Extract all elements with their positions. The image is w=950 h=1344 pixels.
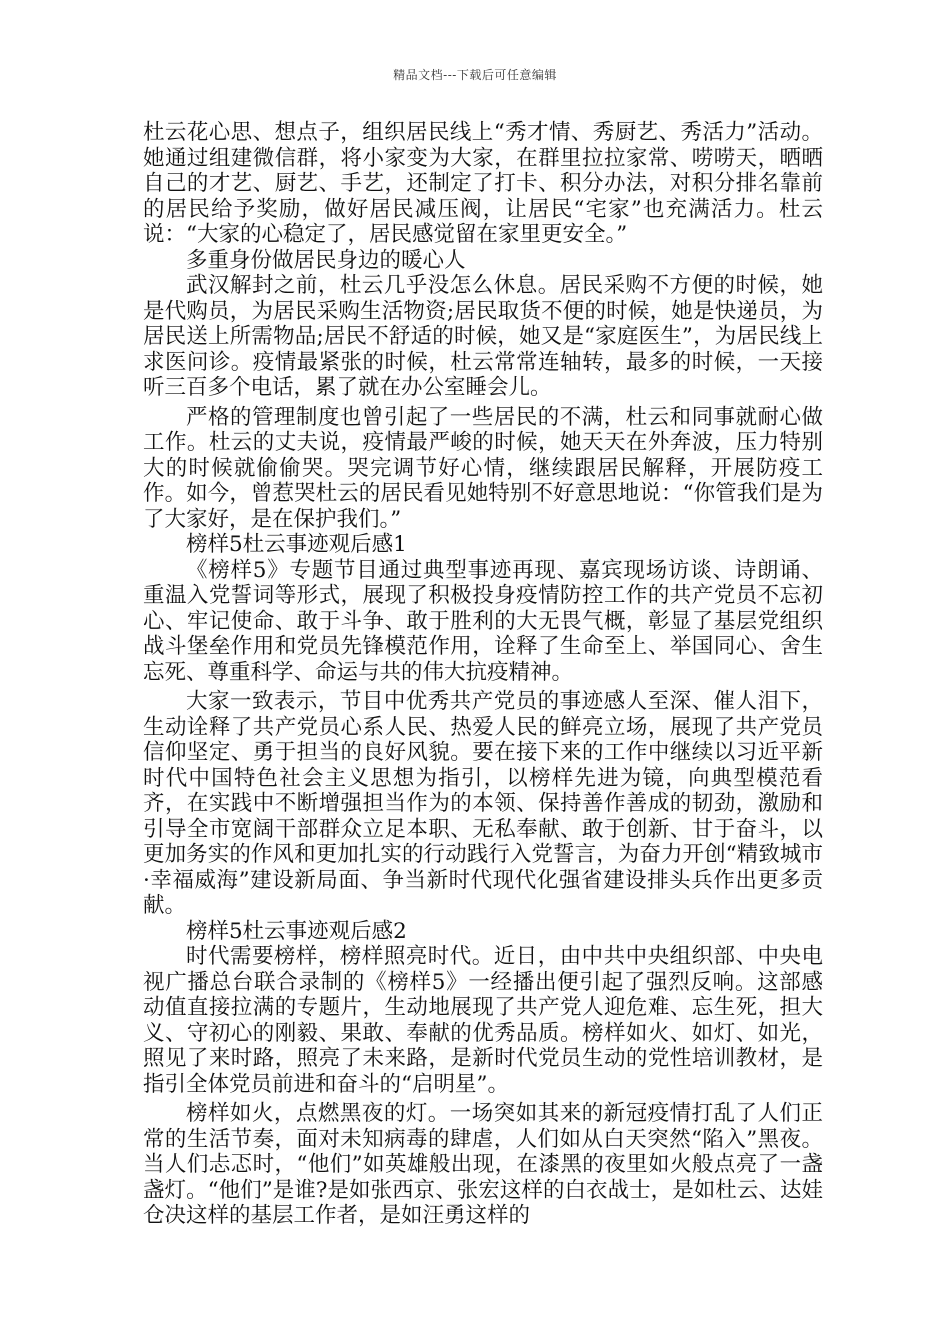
paragraph: 武汉解封之前，杜云几乎没怎么休息。居民采购不方便的时候，她是代购员，为居民采购生活物资;居民取货不便的时候，她是快递员，为居民送上所需物品;居民不舒适的时候，她又是“家庭医生”，为居民线上求医问诊。疫情最紧张的时候，杜云常常连轴转，最多的时候，一天接听三百多个电话，累了就在办公室睡会儿。 bbox=[143, 273, 823, 400]
paragraph: 榜样如火，点燃黑夜的灯。一场突如其来的新冠疫情打乱了人们正常的生活节奏，面对未知病毒的肆虐，人们如从白天突然“陷入”黑夜。当人们忐忑时，“他们”如英雄般出现，在漆黑的夜里如火般点亮了一盏盏灯。“他们”是谁?是如张西京、张宏这样的白衣战士，是如杜云、达娃仓决这样的基层工作者，是如汪勇这样的 bbox=[143, 1101, 823, 1228]
section-heading: 多重身份做居民身边的暖心人 bbox=[186, 247, 466, 273]
section-heading: 榜样5杜云事迹观后感2 bbox=[186, 918, 407, 944]
paragraph: 杜云花心思、想点子，组织居民线上“秀才情、秀厨艺、秀活力”活动。她通过组建微信群，将小家变为大家，在群里拉拉家常、唠唠天，晒晒自己的才艺、厨艺、手艺，还制定了打卡、积分办法，对积分排名靠前的居民给予奖励，做好居民减压阀，让居民“宅家”也充满活力。杜云说：“大家的心稳定了，居民感觉留在家里更安全。” bbox=[143, 120, 823, 247]
section-heading: 榜样5杜云事迹观后感1 bbox=[186, 532, 407, 557]
page-header: 精品文档---下载后可任意编辑 bbox=[393, 68, 557, 82]
document-body bbox=[143, 120, 823, 1229]
paragraph: 大家一致表示，节目中优秀共产党员的事迹感人至深、催人泪下，生动诠释了共产党员心系人民、热爱人民的鲜亮立场，展现了共产党员信仰坚定、勇于担当的良好风貌。要在接下来的工作中继续以习近平新时代中国特色社会主义思想为指引，以榜样先进为镜，向典型模范看齐，在实践中不断增强担当作为的本领、保持善作善成的韧劲，激励和引导全市宽阔干部群众立足本职、无私奉献、敢于创新、甘于奋斗，以更加务实的作风和更加扎实的行动践行入党誓言，为奋力开创“精致城市·幸福威海”建设新局面、争当新时代现代化强省建设排头兵作出更多贡献。 bbox=[143, 689, 823, 918]
paragraph: 时代需要榜样，榜样照亮时代。近日，由中共中央组织部、中央电视广播总台联合录制的《榜样5》一经播出便引起了强烈反响。这部感动值直接拉满的专题片，生动地展现了共产党人迎危难、忘生死，担大义、守初心的刚毅、果敢、奉献的优秀品质。榜样如火、如灯、如光，照见了来时路，照亮了未来路，是新时代党员生动的党性培训教材，是指引全体党员前进和奋斗的“启明星”。 bbox=[143, 944, 823, 1097]
paragraph: 《榜样5》专题节目通过典型事迹再现、嘉宾现场访谈、诗朗诵、重温入党誓词等形式，展现了积极投身疫情防控工作的共产党员不忘初心、牢记使命、敢于斗争、敢于胜利的大无畏气概，彰显了基层党组织战斗堡垒作用和党员先锋模范作用，诠释了生命至上、举国同心、舍生忘死、尊重科学、命运与共的伟大抗疫精神。 bbox=[143, 557, 823, 685]
paragraph: 严格的管理制度也曾引起了一些居民的不满，杜云和同事就耐心做工作。杜云的丈夫说，疫情最严峻的时候，她天天在外奔波，压力特别大的时候就偷偷哭。哭完调节好心情，继续跟居民解释，开展防疫工作。如今，曾惹哭杜云的居民看见她特别不好意思地说：“你管我们是为了大家好，是在保护我们。” bbox=[143, 404, 823, 532]
